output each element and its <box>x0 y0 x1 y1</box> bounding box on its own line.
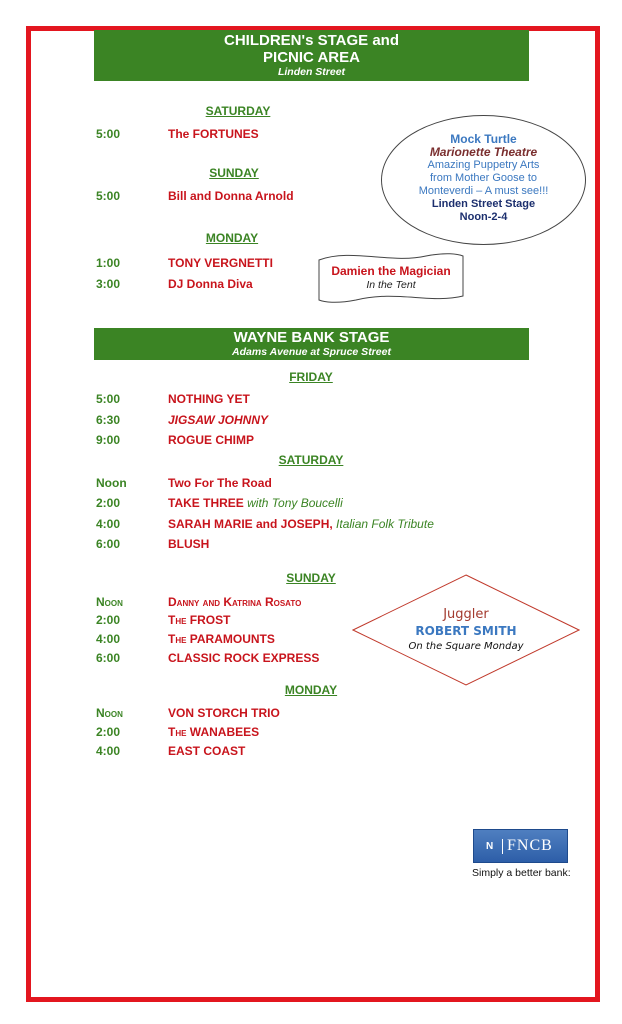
event-time: 4:00 <box>96 632 121 646</box>
event-act-extra: with Tony Boucelli <box>247 496 343 510</box>
event-act: Bill and Donna Arnold <box>168 189 294 203</box>
event-act: BLUSH <box>168 537 210 551</box>
juggler-name: ROBERT SMITH <box>415 624 517 638</box>
fncb-logo <box>473 829 568 863</box>
event-time: 2:00 <box>96 496 121 510</box>
event-act: VON STORCH TRIO <box>168 706 280 720</box>
event-act: The FROST <box>168 613 231 627</box>
event-act: DJ Donna Diva <box>168 277 253 291</box>
event-act: EAST COAST <box>168 744 246 758</box>
sponsor-tagline: Simply a better bank: <box>472 867 571 879</box>
callout-times: Noon-2-4 <box>459 211 508 223</box>
day-heading-friday: FRIDAY <box>289 370 333 384</box>
callout-subtitle: Marionette Theatre <box>429 145 538 159</box>
magician-callout <box>316 250 466 306</box>
wave-banner-shape <box>316 250 466 306</box>
event-act: The WANABEES <box>168 725 260 739</box>
event-time: 6:30 <box>96 413 121 427</box>
callout-description: Amazing Puppetry Arts <box>427 159 540 171</box>
mock-turtle-callout <box>381 115 586 245</box>
event-time: 4:00 <box>96 744 121 758</box>
banner-title: WAYNE BANK STAGE <box>233 329 390 346</box>
fncb-logo-name: FNCB <box>507 837 553 854</box>
banner-location: Linden Street <box>277 66 346 78</box>
magician-location: In the Tent <box>366 279 416 291</box>
event-time: 4:00 <box>96 517 121 531</box>
event-time: 5:00 <box>96 189 121 203</box>
event-time: 6:00 <box>96 651 121 665</box>
event-time: 6:00 <box>96 537 121 551</box>
event-act: JIGSAW JOHNNY <box>168 413 269 427</box>
event-time: 2:00 <box>96 613 121 627</box>
event-time: Noon <box>96 706 123 720</box>
event-time: Noon <box>96 476 127 490</box>
event-act-name: TAKE THREE <box>168 496 244 510</box>
event-time: Noon <box>96 595 123 609</box>
event-time: 1:00 <box>96 256 121 270</box>
callout-description: Monteverdi – A must see!!! <box>418 185 549 197</box>
event-act: The PARAMOUNTS <box>168 632 275 646</box>
juggler-label: Juggler <box>443 607 489 622</box>
magician-name: Damien the Magician <box>331 264 451 278</box>
event-time: 9:00 <box>96 433 121 447</box>
day-heading-saturday: SATURDAY <box>278 453 344 467</box>
event-time: 5:00 <box>96 127 121 141</box>
event-act: The FORTUNES <box>168 127 259 141</box>
banner-location: Adams Avenue at Spruce Street <box>232 346 391 358</box>
logo-divider <box>502 839 503 854</box>
day-heading-sunday: SUNDAY <box>286 571 336 585</box>
event-time: 3:00 <box>96 277 121 291</box>
event-act-name: SARAH MARIE and JOSEPH, <box>168 517 333 531</box>
fncb-logo-mark: N <box>486 841 494 852</box>
juggler-callout <box>352 574 580 686</box>
event-act: ROGUE CHIMP <box>168 433 255 447</box>
childrens-stage-banner <box>94 30 529 81</box>
callout-description: from Mother Goose to <box>430 172 537 184</box>
day-heading-saturday: SATURDAY <box>205 104 271 118</box>
event-act: NOTHING YET <box>168 392 250 406</box>
event-act <box>168 517 434 531</box>
event-act: Danny and Katrina Rosato <box>168 595 302 609</box>
event-act: CLASSIC ROCK EXPRESS <box>168 651 320 665</box>
banner-title-line2: PICNIC AREA <box>263 49 360 66</box>
event-act: TONY VERGNETTI <box>168 256 273 270</box>
event-act <box>168 496 343 510</box>
day-heading-monday: MONDAY <box>205 231 259 245</box>
day-heading-monday: MONDAY <box>284 683 338 697</box>
callout-title: Mock Turtle <box>450 132 517 146</box>
event-time: 5:00 <box>96 392 121 406</box>
callout-location: Linden Street Stage <box>431 198 536 210</box>
event-act-extra: Italian Folk Tribute <box>336 517 434 531</box>
event-act: Two For The Road <box>168 476 272 490</box>
event-time: 2:00 <box>96 725 121 739</box>
juggler-location: On the Square Monday <box>408 641 524 652</box>
day-heading-sunday: SUNDAY <box>209 166 259 180</box>
wayne-stage-banner <box>94 328 529 360</box>
banner-title-line1: CHILDREN's STAGE and <box>224 32 399 49</box>
